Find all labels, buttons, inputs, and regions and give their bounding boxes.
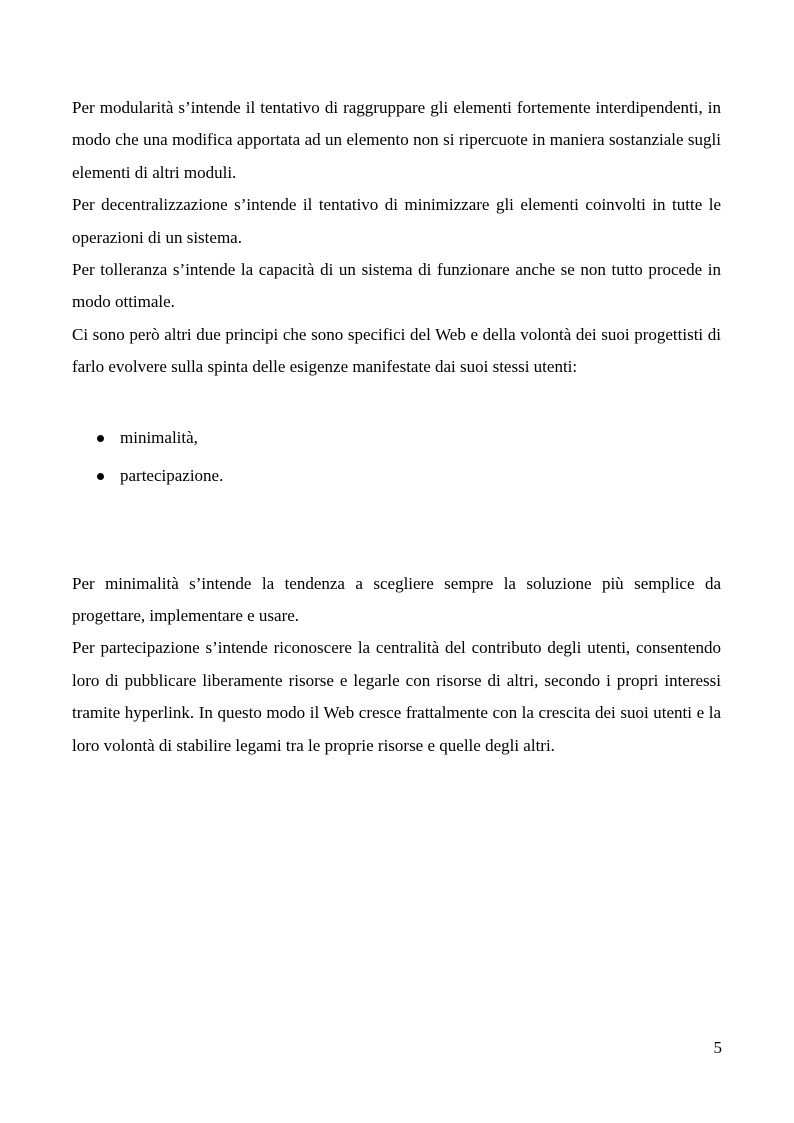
paragraph-decentralizzazione: Per decentralizzazione s’intende il tentativo di minimizzare gli elementi coinvolti in tutte le operazioni di un sistema. [72,195,721,247]
list-item [72,460,721,498]
spacer [72,498,721,568]
paragraph-tolleranza: Per tolleranza s’intende la capacità di un sistema di funzionare anche se non tutto procede in modo ottimale. [72,260,721,312]
principles-list [72,422,721,498]
paragraph-modularita: Per modularità s’intende il tentativo di raggruppare gli elementi fortemente interdipendenti, in modo che una modifica apportata ad un elemento non si ripercuote in maniera sostanziale sugli elementi di altri moduli. [72,98,721,182]
paragraph-minimalita: Per minimalità s’intende la tendenza a scegliere sempre la soluzione più semplice da progettare, implementare e usare. [72,573,721,626]
list-item-label: minimalità, [120,427,198,447]
bullet-icon [97,473,104,480]
paragraph-principi: Ci sono però altri due principi che sono specifici del Web e della volontà dei suoi progettisti di farlo evolvere sulla spinta delle esigenze manifestate dai suoi stessi utenti: [72,324,721,377]
paragraph-partecipazione: Per partecipazione s’intende riconoscere la centralità del contributo degli utenti, consentendo loro di pubblicare liberamente risorse e legarle con risorse di altri, secondo i propri interessi tramite hyperlink. In questo modo il Web cresce frattalmente con la crescita dei suoi utenti e la loro volontà di stabilire legami tra le proprie risorse e quelle degli altri. [72,638,721,755]
bullet-icon [97,435,104,442]
body-text [72,92,721,762]
list-item-label: partecipazione. [120,465,224,485]
spacer [72,384,721,422]
page-number: 5 [713,1038,722,1057]
list-item [72,422,721,460]
